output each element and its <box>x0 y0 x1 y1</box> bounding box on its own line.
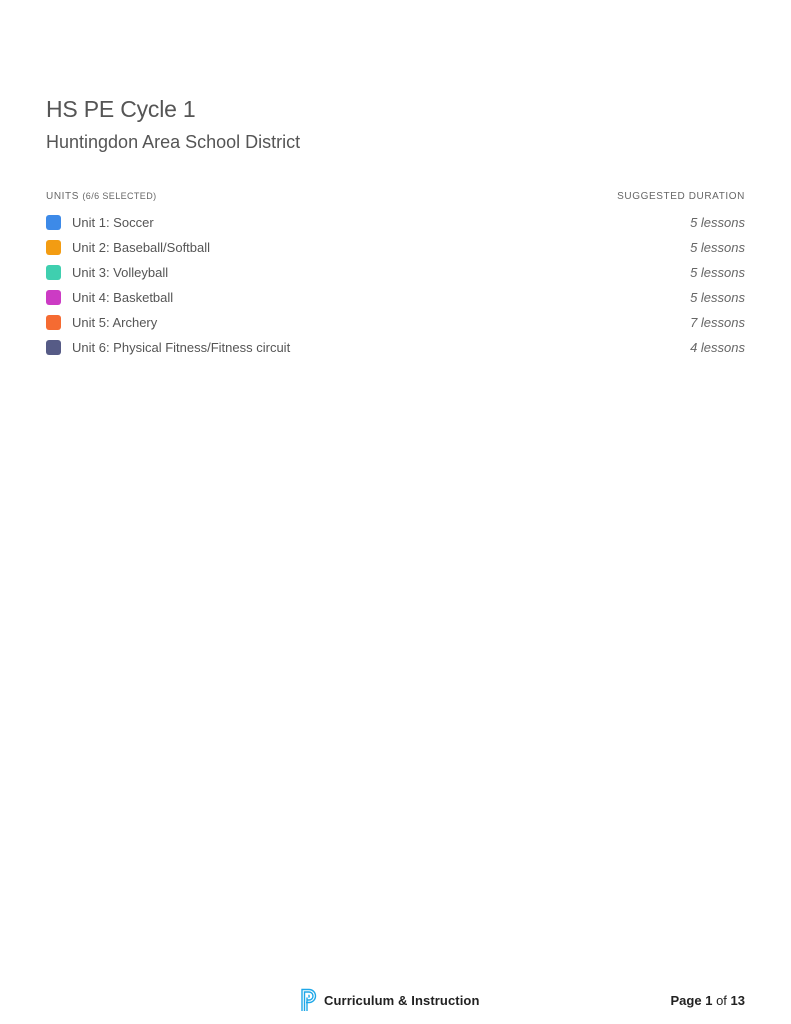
units-selection-count: (6/6 SELECTED) <box>82 191 157 201</box>
unit-row[interactable] <box>46 285 745 310</box>
page-number <box>671 993 746 1008</box>
unit-name: Unit 5: Archery <box>72 315 158 330</box>
district-name: Huntingdon Area School District <box>46 132 301 152</box>
unit-duration: 5 lessons <box>690 240 745 255</box>
units-list <box>46 210 745 360</box>
unit-row[interactable] <box>46 335 745 360</box>
unit-color-swatch <box>46 215 61 230</box>
brand-name: Curriculum & Instruction <box>324 992 480 1008</box>
unit-color-swatch <box>46 315 61 330</box>
unit-name: Unit 3: Volleyball <box>72 265 169 280</box>
unit-color-swatch <box>46 265 61 280</box>
unit-duration: 7 lessons <box>690 315 745 330</box>
unit-duration: 5 lessons <box>690 265 745 280</box>
planbook-p-logo-icon <box>300 988 318 1012</box>
page-current: 1 <box>705 993 713 1008</box>
unit-name: Unit 1: Soccer <box>72 215 154 230</box>
unit-row[interactable] <box>46 260 745 285</box>
footer-brand <box>300 988 480 1012</box>
units-header-label: UNITS <box>46 191 79 202</box>
unit-duration: 5 lessons <box>690 290 745 305</box>
page-title: HS PE Cycle 1 <box>46 96 196 122</box>
duration-column-header: SUGGESTED DURATION <box>617 191 745 202</box>
unit-row[interactable] <box>46 310 745 335</box>
page-total: 13 <box>730 993 745 1008</box>
page-of: of <box>716 993 727 1008</box>
unit-color-swatch <box>46 340 61 355</box>
unit-name: Unit 4: Basketball <box>72 290 174 305</box>
unit-duration: 4 lessons <box>690 340 745 355</box>
unit-name: Unit 6: Physical Fitness/Fitness circuit <box>72 340 291 355</box>
unit-name: Unit 2: Baseball/Softball <box>72 240 211 255</box>
units-column-header <box>46 191 157 202</box>
unit-duration: 5 lessons <box>690 215 745 230</box>
unit-row[interactable] <box>46 235 745 260</box>
unit-color-swatch <box>46 290 61 305</box>
unit-color-swatch <box>46 240 61 255</box>
page-prefix: Page <box>670 993 702 1008</box>
unit-row[interactable] <box>46 210 745 235</box>
